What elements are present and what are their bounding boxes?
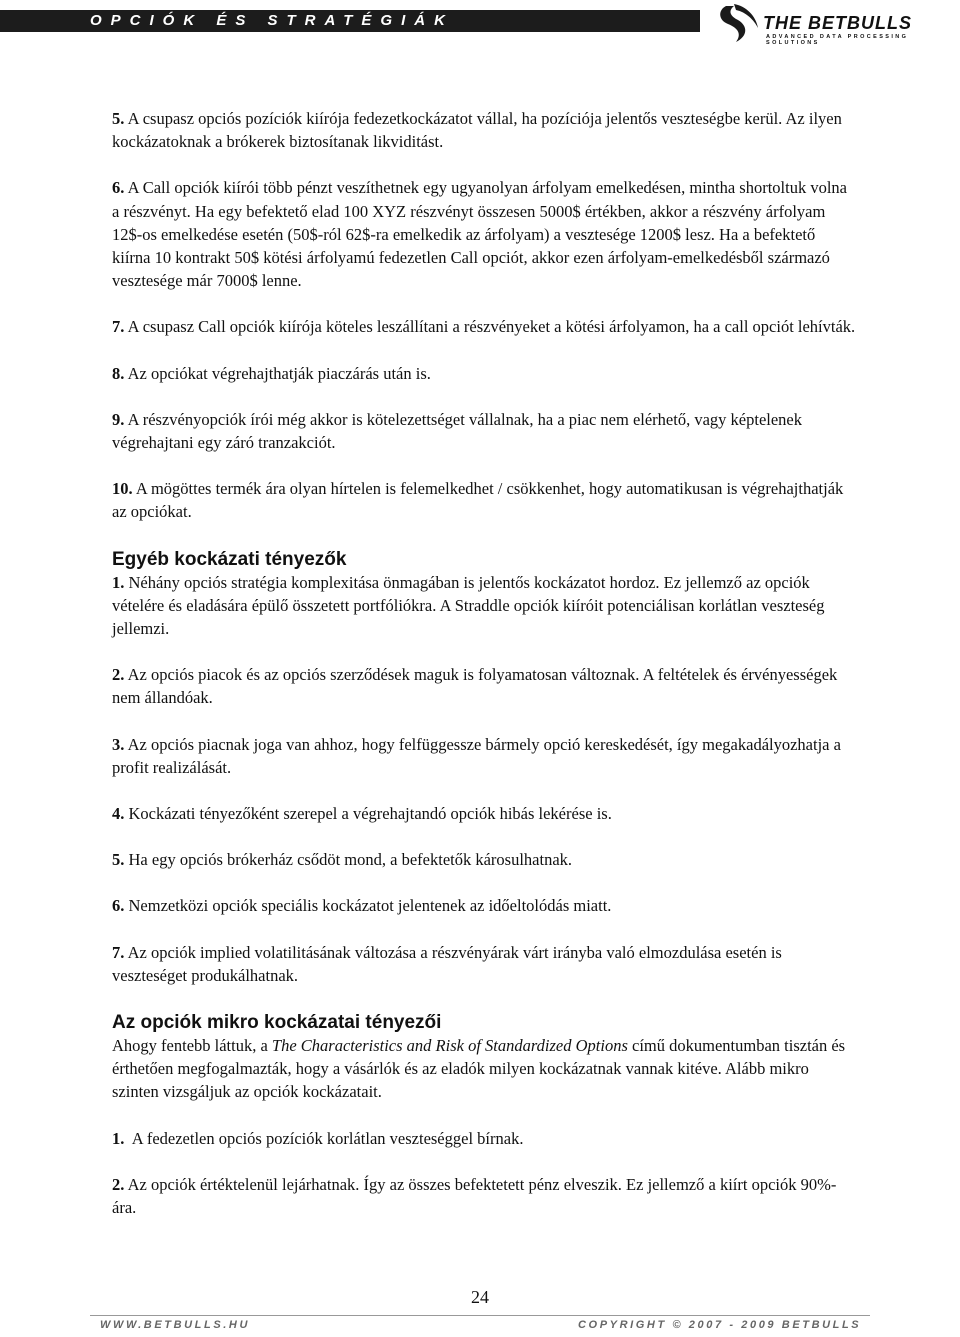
document-body (112, 107, 857, 1242)
item-text: A részvényopciók írói még akkor is kötelezettséget vállalnak, ha a piac nem elérhető, vagy képtelenek végrehajtani egy záró tranzakciót. (112, 409, 802, 453)
betbulls-logo (708, 0, 960, 50)
intro-text: című dokumentumban tisztán és érthetően megfogalmazták, hogy a vásárlók és az eladók milyen kockázatnak vannak kitéve. Alább mikro szinten vizsgáljuk az opciók kockázatait. (112, 1036, 846, 1102)
section-heading-other-risks: Egyéb kockázati tényezők (112, 548, 347, 570)
micro-risks-intro (112, 1034, 857, 1104)
item-text: A fedezetlen opciós pozíciók korlátlan veszteséggel bírnak. (124, 1128, 524, 1148)
item-number: 1. (112, 1128, 125, 1148)
item-text: Az opciók értéktelenül lejárhatnak. Így az összes befektetett pénz elveszik. Ez jellemző a kiírt opciók 90%-ára. (112, 1174, 837, 1218)
item-number: 4. (112, 804, 125, 824)
risk-item-9 (112, 408, 857, 454)
item-number: 5. (112, 109, 125, 128)
document-title: The Characteristics and Risk of Standardized Options (271, 1036, 628, 1056)
logo-subtitle: ADVANCED DATA PROCESSING SOLUTIONS (766, 34, 909, 46)
item-number: 2. (112, 1174, 125, 1194)
page-number: 24 (471, 1287, 489, 1307)
footer-copyright: COPYRIGHT © 2007 - 2009 BETBULLS (578, 1319, 862, 1331)
item-text: Néhány opciós stratégia komplexitása önmagában is jelentős kockázatot hordoz. Ez jellemző az opciók vételére és eladására épülő összetett portfóliókra. A Straddle opciók kiíróit potenciálisan korlátlan veszteség jellemzi. (112, 572, 825, 639)
risk-item-7 (112, 315, 857, 338)
item-number: 7. (112, 942, 125, 962)
micro-risk-item-2 (112, 1173, 857, 1219)
item-text: Az opciós piacok és az opciós szerződések maguk is folyamatosan változnak. A feltételek és érvényességek nem állandóak. (112, 665, 838, 708)
other-risk-item-6 (112, 894, 857, 917)
item-text: A csupasz Call opciók kiírója köteles leszállítani a részvényeket a kötési árfolyamon, ha a call opciót lehívták. (124, 317, 856, 337)
other-risk-item-3 (112, 733, 857, 779)
other-risk-item-5 (112, 848, 857, 871)
header-title: OPCIÓK ÉS STRATÉGIÁK (90, 12, 454, 29)
intro-text: Ahogy fentebb láttuk, a (112, 1036, 272, 1056)
item-number: 5. (112, 850, 125, 870)
item-number: 2. (112, 665, 125, 685)
section-heading-micro-risks: Az opciók mikro kockázatai tényezői (112, 1012, 442, 1034)
item-number: 9. (112, 409, 125, 429)
item-number: 8. (112, 363, 125, 383)
other-risk-item-1 (112, 571, 857, 641)
other-risk-item-7 (112, 941, 857, 987)
logo-text: THE BETBULLS (763, 13, 912, 33)
other-risk-item-4 (112, 802, 857, 825)
footer-website: WWW.BETBULLS.HU (100, 1319, 250, 1331)
item-text: Kockázati tényezőként szerepel a végrehajtandó opciók hibás lekérése is. (124, 804, 612, 824)
item-text: Nemzetközi opciók speciális kockázatot jelentenek az időeltolódás miatt. (124, 896, 612, 916)
item-text: A mögöttes termék ára olyan hírtelen is felemelkedhet / csökkenhet, hogy automatikusan is végrehajthatják az opciókat. (112, 479, 844, 522)
item-text: A csupasz opciós pozíciók kiírója fedezetkockázatot vállal, ha pozíciója jelentős veszteségbe kerül. Az ilyen kockázatoknak a brókerek biztosítanak likviditást. (112, 109, 842, 152)
item-text: Az opciók implied volatilitásának változása a részvényárak várt irányba való elmozdulása esetén is veszteséget produkálhatnak. (112, 942, 782, 985)
item-number: 1. (112, 572, 125, 592)
item-number: 10. (112, 479, 133, 499)
item-number: 7. (112, 317, 125, 337)
risk-item-10 (112, 477, 857, 523)
risk-item-6 (112, 176, 857, 292)
item-text: Az opciós piacnak joga van ahhoz, hogy felfüggessze bármely opció kereskedését, így megakadályozhatja a profit realizálását. (112, 734, 841, 777)
item-number: 6. (112, 896, 125, 916)
other-risk-item-2 (112, 663, 857, 709)
footer-divider (90, 1315, 870, 1316)
item-text: Az opciókat végrehajthatják piaczárás után is. (124, 363, 431, 383)
risk-item-8 (112, 362, 857, 385)
page-header (0, 0, 960, 60)
micro-risk-item-1 (112, 1127, 857, 1150)
item-number: 3. (112, 734, 125, 754)
item-number: 6. (112, 178, 125, 198)
risk-item-5 (112, 107, 857, 153)
item-text: Ha egy opciós brókerház csődöt mond, a befektetők károsulhatnak. (124, 850, 573, 870)
item-text: A Call opciók kiírói több pénzt veszíthetnek egy ugyanolyan árfolyam emelkedésen, mintha shortoltuk volna a részvényt. Ha egy befektető elad 100 XYZ részvényt összesen 5000$ értékben, akkor a részvény árfolyam 12$-os emelkedése esetén (50$-ról 62$-ra emelkedik az árfolyam) a vesztesége 1200$ lesz. Ha a befektető kiírna 10 kontrakt 50$ kötési árfolyamú fedezetlen Call opciót, akkor ezen árfolyam-emelkedésből származó vesztesége már 7000$ lenne. (112, 178, 847, 291)
